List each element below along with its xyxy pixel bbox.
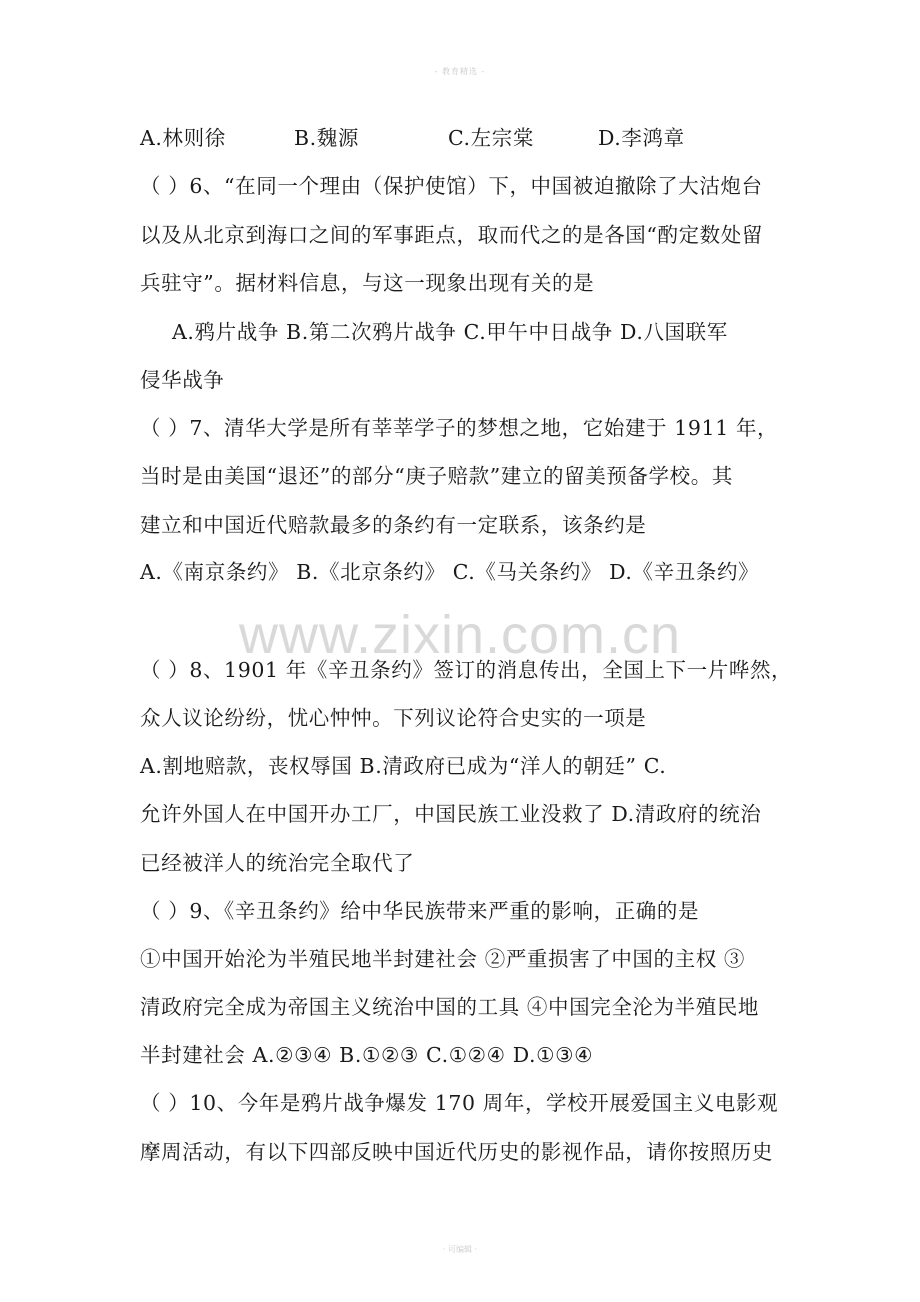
q10-stem-line-1: （ ）10、今年是鸦片战争爆发 170 周年，学校开展爱国主义电影观: [140, 1091, 779, 1115]
q7-stem-line-1: （ ）7、清华大学是所有莘莘学子的梦想之地，它始建于 1911 年，: [140, 416, 779, 440]
q7-stem-line-3: 建立和中国近代赔款最多的条约有一定联系，该条约是: [140, 513, 647, 537]
q5-option-c: C.左宗棠: [448, 126, 534, 150]
q8-stem-line-1: （ ）8、1901 年《辛丑条约》签订的消息传出，全国上下一片哗然，: [140, 658, 793, 682]
q6-options-cont: 侵华战争: [140, 368, 225, 392]
q9-stem-line-3: 清政府完全成为帝国主义统治中国的工具 ④中国完全沦为半殖民地: [140, 995, 760, 1019]
q6-options: A.鸦片战争 B.第二次鸦片战争 C.甲午中日战争 D.八国联军: [172, 320, 728, 344]
q10-stem-line-2: 摩周活动，有以下四部反映中国近代历史的影视作品，请你按照历史: [140, 1140, 773, 1164]
q7-options: A.《南京条约》 B.《北京条约》 C.《马关条约》 D.《辛丑条约》: [140, 560, 760, 584]
q9-stem-line-1: （ ）9、《辛丑条约》给中华民族带来严重的影响，正确的是: [140, 899, 700, 923]
q8-options-line-3: 已经被洋人的统治完全取代了: [140, 851, 415, 875]
q9-options: 半封建社会 A.②③④ B.①②③ C.①②④ D.①③④: [140, 1043, 594, 1067]
q6-stem-line-1: （ ）6、“在同一个理由（保护使馆）下，中国被迫撤除了大沽炮台: [140, 174, 763, 198]
page-footer-mark: · 可编辑 ·: [442, 1245, 478, 1254]
q5-option-a: A.林则徐: [140, 126, 226, 150]
q8-stem-line-2: 众人议论纷纷，忧心忡忡。下列议论符合史实的一项是: [140, 706, 647, 730]
q5-option-d: D.李鸿章: [598, 126, 685, 150]
q7-stem-line-2: 当时是由美国“退还”的部分“庚子赔款”建立的留美预备学校。其: [140, 464, 733, 488]
page-header-mark: - 教育精选 -: [434, 67, 486, 76]
q9-stem-line-2: ①中国开始沦为半殖民地半封建社会 ②严重损害了中国的主权 ③: [140, 947, 746, 971]
q6-stem-line-2: 以及从北京到海口之间的军事距点，取而代之的是各国“酌定数处留: [140, 223, 763, 247]
q6-stem-line-3: 兵驻守”。据材料信息，与这一现象出现有关的是: [140, 271, 595, 295]
q5-option-b: B.魏源: [294, 126, 359, 150]
q8-options-line-2: 允许外国人在中国开办工厂，中国民族工业没救了 D.清政府的统治: [140, 802, 762, 826]
q5-options: [140, 124, 685, 152]
q8-options-line-1: A.割地赔款，丧权辱国 B.清政府已成为“洋人的朝廷” C.: [140, 754, 667, 778]
site-watermark: www.zixin.com.cn: [238, 605, 682, 665]
